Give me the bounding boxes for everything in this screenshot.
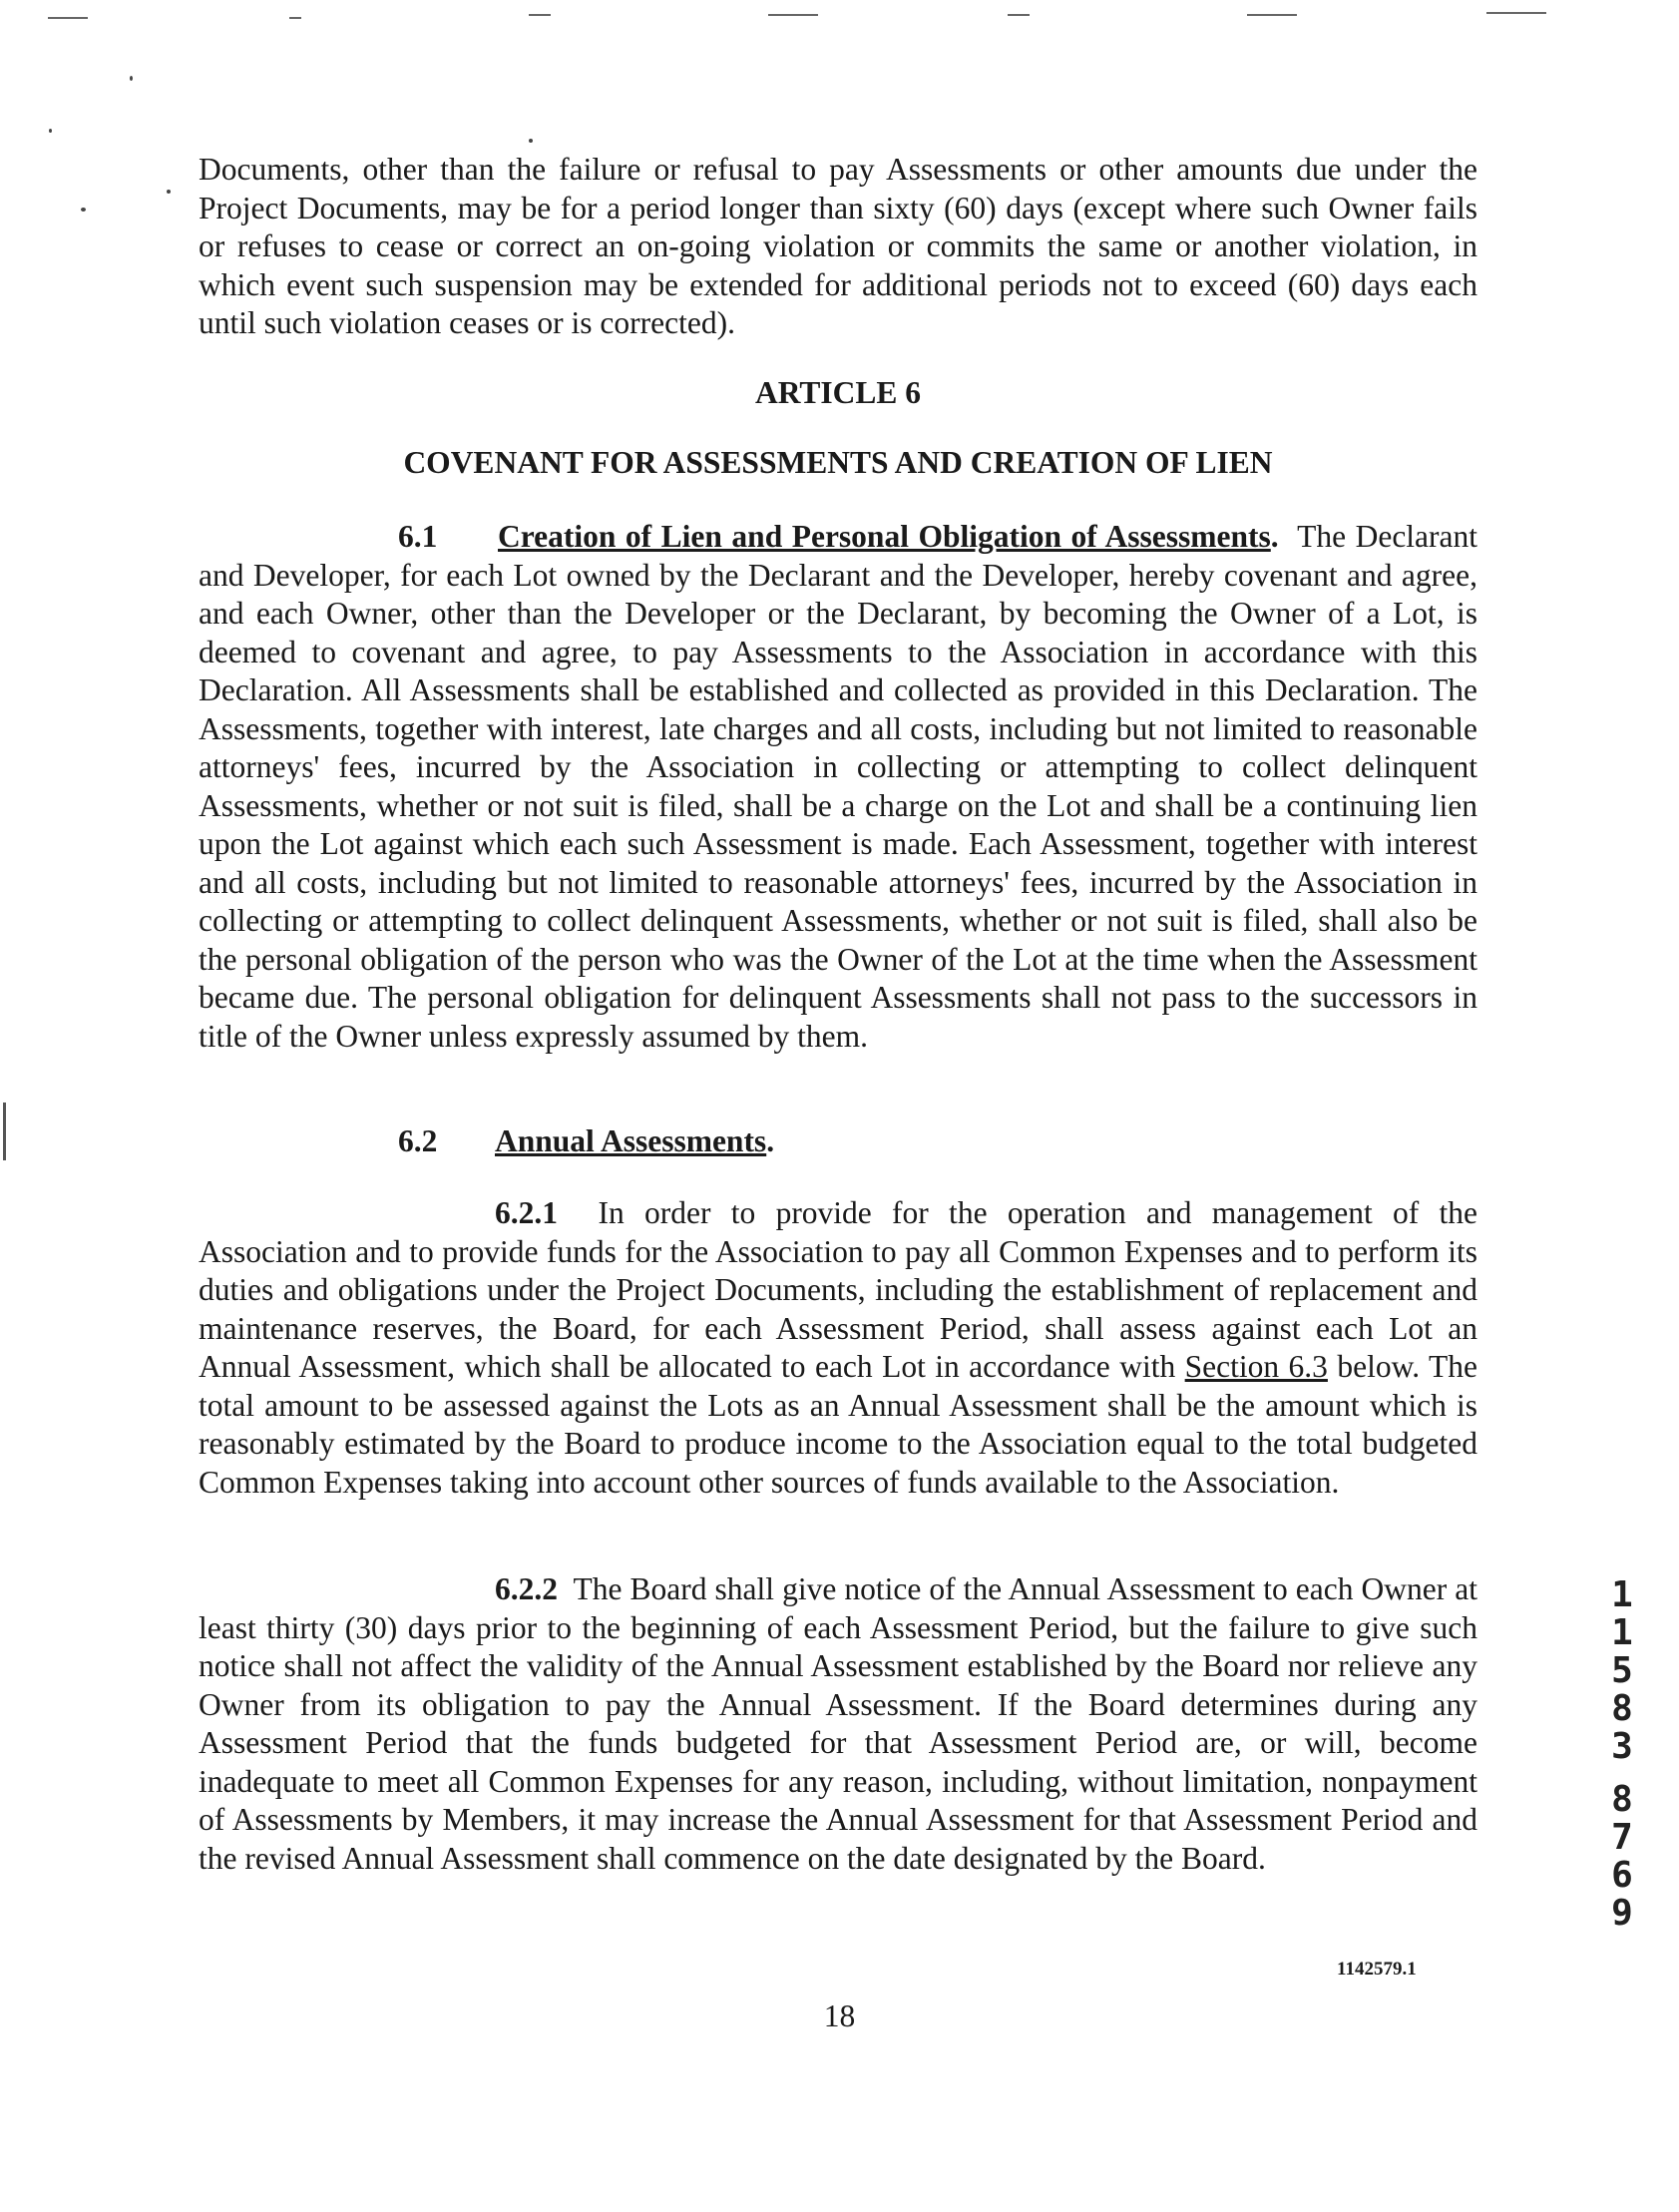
scan-artifact [167,190,171,194]
page-number: 18 [823,1998,856,2033]
section-number: 6.2 [398,1123,438,1158]
section-heading: Creation of Lien and Personal Obligation of Assessments [498,519,1271,554]
section-6-2-1 [199,1194,1477,1502]
recording-stamp-top [1604,1576,1640,1766]
scan-artifact [49,129,52,133]
stamp-digit: 7 [1611,1817,1633,1858]
section-body: The Declarant and Developer, for each Lot owned by the Declarant and the Developer, hereby covenant and agree, and each Owner, other than the Developer or the Declarant, by becoming the Owner of a Lot, is deemed to covenant and agree, to pay Assessments to the Association in accordance with this Declaration. All Assessments shall be established and collected as provided in this Declaration. The Assessments, together with interest, late charges and all costs, including but not limited to reasonable attorneys' fees, incurred by the Association in collecting or attempting to collect delinquent Assessments, whether or not suit is filed, shall be a charge on the Lot and shall be a continuing lien upon the Lot against which each such Assessment is made. Each Assessment, together with interest and all costs, including but not limited to reasonable attorneys' fees, incurred by the Association in collecting or attempting to collect delinquent Assessments, whether or not suit is filed, shall also be the personal obligation of the person who was the Owner of the Lot at the time when the Assessment became due. The personal obligation for delinquent Assessments shall not pass to the successors in title of the Owner unless expressly assumed by them. [199,519,1478,1054]
section-heading: Annual Assessments [495,1123,767,1158]
scan-artifact [529,139,533,143]
section-number: 6.2.2 [495,1571,558,1606]
section-reference: Section 6.3 [1184,1349,1328,1384]
document-id: 1142579.1 [1337,1959,1417,1980]
section-body: In order to provide for the operation and management of the Association and to provide funds for the Association to pay all Common Expenses and to perform its duties and obligations under the Project Documents, including the establishment of replacement and maintenance reserves, the Board, for each Assessment Period, shall assess against each Lot an Annual Assessment, which shall be allocated to each Lot in accordance with [199,1195,1477,1384]
scan-artifact [130,76,133,81]
scan-artifact [1247,14,1297,16]
stamp-digit: 1 [1611,1574,1633,1615]
section-6-2 [199,1122,1477,1161]
scan-artifact [81,208,86,212]
scan-artifact [768,14,818,16]
stamp-digit: 8 [1611,1779,1633,1820]
section-heading-punct: . [1270,519,1279,554]
stamp-digit: 1 [1611,1612,1633,1653]
article-title: COVENANT FOR ASSESSMENTS AND CREATION OF LIEN [403,445,1273,480]
stamp-digit: 5 [1611,1650,1633,1691]
scan-artifact [289,17,301,19]
section-heading-punct: . [766,1123,775,1158]
paragraph-continuation: Documents, other than the failure or refusal to pay Assessments or other amounts due under the Project Documents, may be for a period longer than sixty (60) days (except where such Owner fails or refuses to cease or correct an on-going violation or commits the same or another violation, in which event such suspension may be extended for additional periods not to exceed (60) days each until such violation ceases or is corrected). [199,152,1477,340]
stamp-digit: 9 [1611,1893,1633,1934]
stamp-digit: 3 [1611,1726,1633,1767]
recording-stamp-bottom [1604,1781,1640,1933]
section-body: The Board shall give notice of the Annual Assessment to each Owner at least thirty (30) days prior to the beginning of each Assessment Period, but the failure to give such notice shall not affect the validity of the Annual Assessment established by the Board nor relieve any Owner from its obligation to pay the Annual Assessment. If the Board determines during any Assessment Period that the funds budgeted for that Assessment Period are, or will, become inadequate to meet all Common Expenses for any reason, including, without limitation, nonpayment of Assessments by Members, it may increase the Annual Assessment for that Assessment Period and the revised Annual Assessment shall commence on the date designated by the Board. [199,1571,1477,1876]
scan-artifact [1486,12,1546,14]
scan-artifact [3,1103,6,1160]
article-number: ARTICLE 6 [754,375,922,410]
section-number: 6.1 [398,519,438,554]
stamp-digit: 6 [1611,1855,1633,1896]
section-number: 6.2.1 [495,1195,558,1230]
stamp-digit: 8 [1611,1688,1633,1729]
scan-artifact [529,14,551,16]
scan-artifact [1008,14,1030,16]
section-6-1 [199,518,1477,1056]
scan-artifact [48,17,88,19]
section-body-cont: below. The total amount to be assessed against the Lots as an Annual Assessment shall be the amount which is reasonably estimated by the Board to produce income to the Association equal to the total budgeted Common Expenses taking into account other sources of funds available to the Association. [199,1349,1477,1500]
section-6-2-2 [199,1570,1477,1878]
